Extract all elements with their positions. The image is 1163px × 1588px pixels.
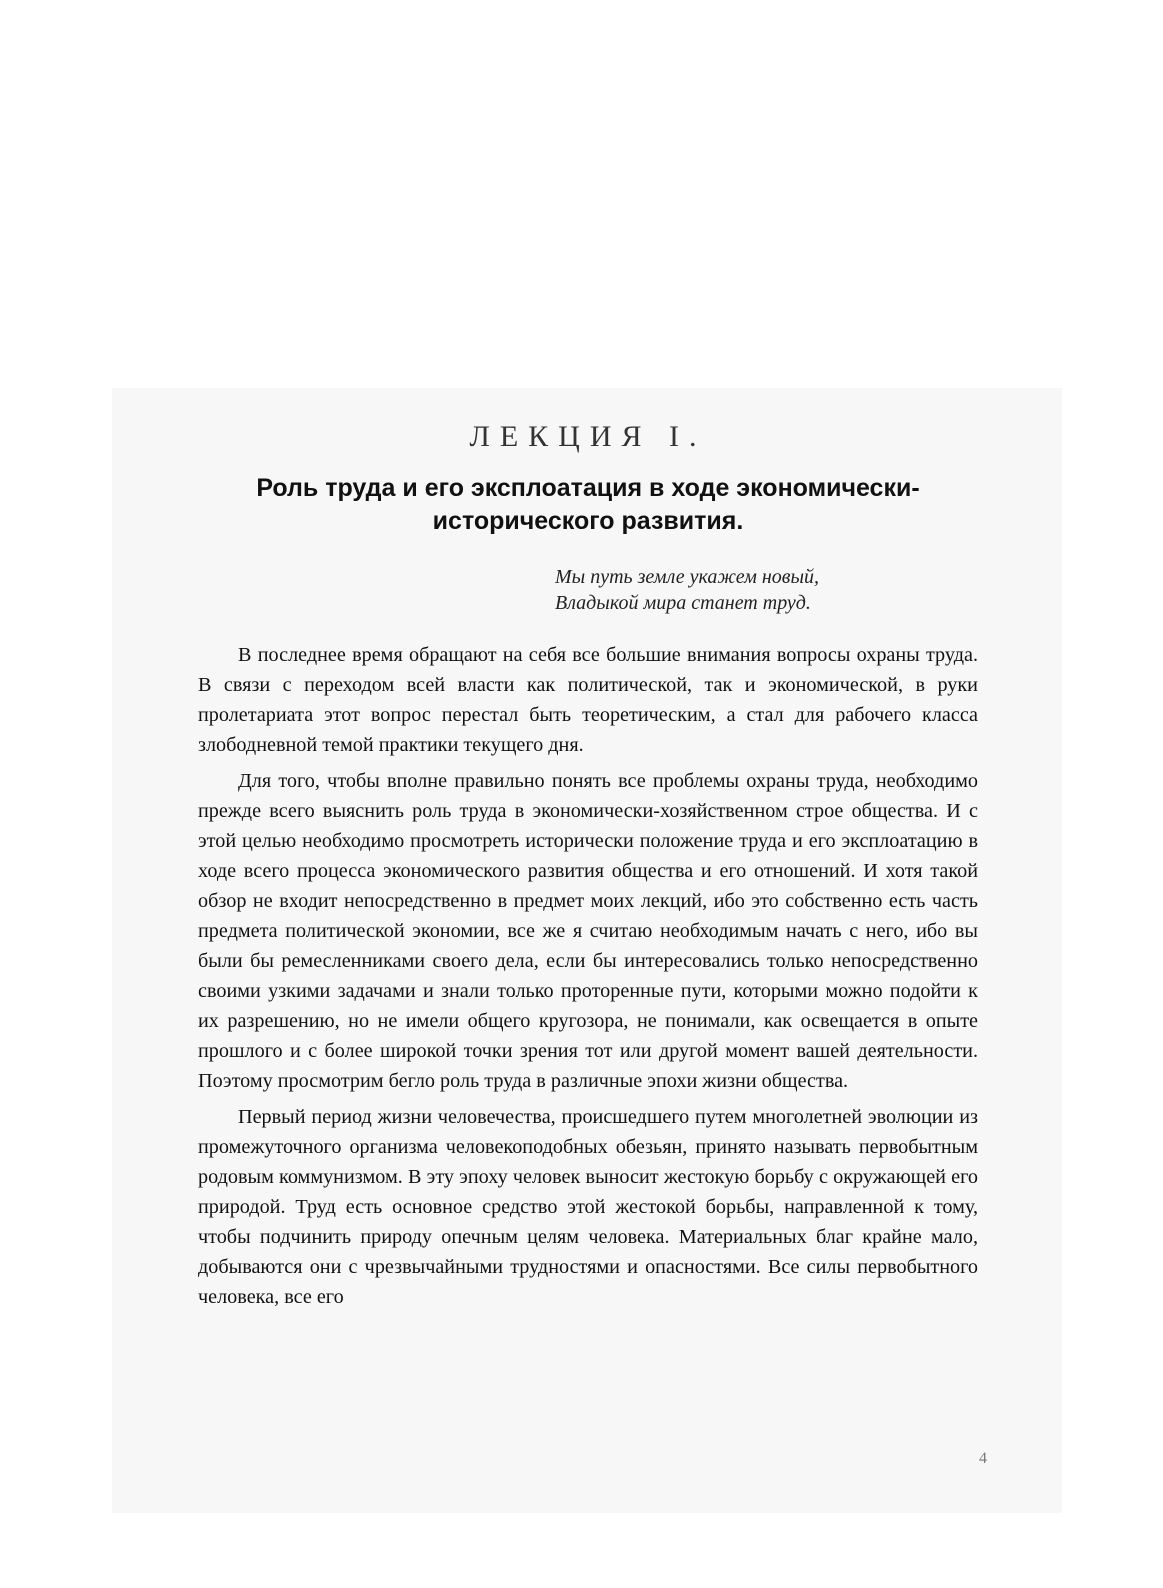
epigraph-line: Владыкой мира станет труд. [555, 592, 811, 614]
body-paragraph: В последнее время обращают на себя все большие внимания вопросы охраны труда. В связи с переходом всей власти как политической, так и экономической, в руки пролетариата этот вопрос перестал быть теоретическим, а стал для рабочего класса злободневной темой практики текущего дня. [198, 644, 978, 756]
chapter-title-line: Роль труда и его эксплоатация в ходе экономически- [256, 474, 920, 502]
lecture-heading: ЛЕКЦИЯ I. [469, 420, 707, 453]
chapter-title [198, 472, 978, 538]
epigraph-line: Мы путь земле укажем новый, [555, 566, 820, 588]
chapter-title-line: исторического развития. [432, 507, 744, 535]
epigraph [555, 564, 978, 616]
document-page [198, 420, 978, 1318]
page-mark: 4 [979, 1450, 987, 1467]
body-paragraph: Для того, чтобы вполне правильно понять все проблемы охраны труда, необходимо прежде всего выяснить роль труда в экономически-хозяйственном строе общества. И с этой целью необходимо просмотреть исторически положение труда и его эксплоатацию в ходе всего процесса экономического развития общества и его отношений. И хотя такой обзор не входит непосредственно в предмет моих лекций, ибо это собственно есть часть предмета политической экономии, все же я считаю необходимым начать с него, ибо вы были бы ремесленниками своего дела, если бы интересовались только непосредственно своими узкими задачами и знали только проторенные пути, которыми можно подойти к их разрешению, но не имели общего кругозора, не понимали, как освещается в опыте прошлого и с более широкой точки зрения тот или другой момент вашей деятельности. Поэтому просмотрим бегло роль труда в различные эпохи жизни общества. [198, 770, 978, 1092]
body-paragraph: Первый период жизни человечества, происшедшего путем многолетней эволюции из промежуточного организма человекоподобных обезьян, принято называть первобытным родовым коммунизмом. В эту эпоху человек выносит жестокую борьбу с окружающей его природой. Труд есть основное средство этой жестокой борьбы, направленной к тому, чтобы подчинить природу опечным целям человека. Материальных благ крайне мало, добываются они с чрезвычайными трудностями и опасностями. Все силы первобытного человека, все его [198, 1106, 978, 1308]
